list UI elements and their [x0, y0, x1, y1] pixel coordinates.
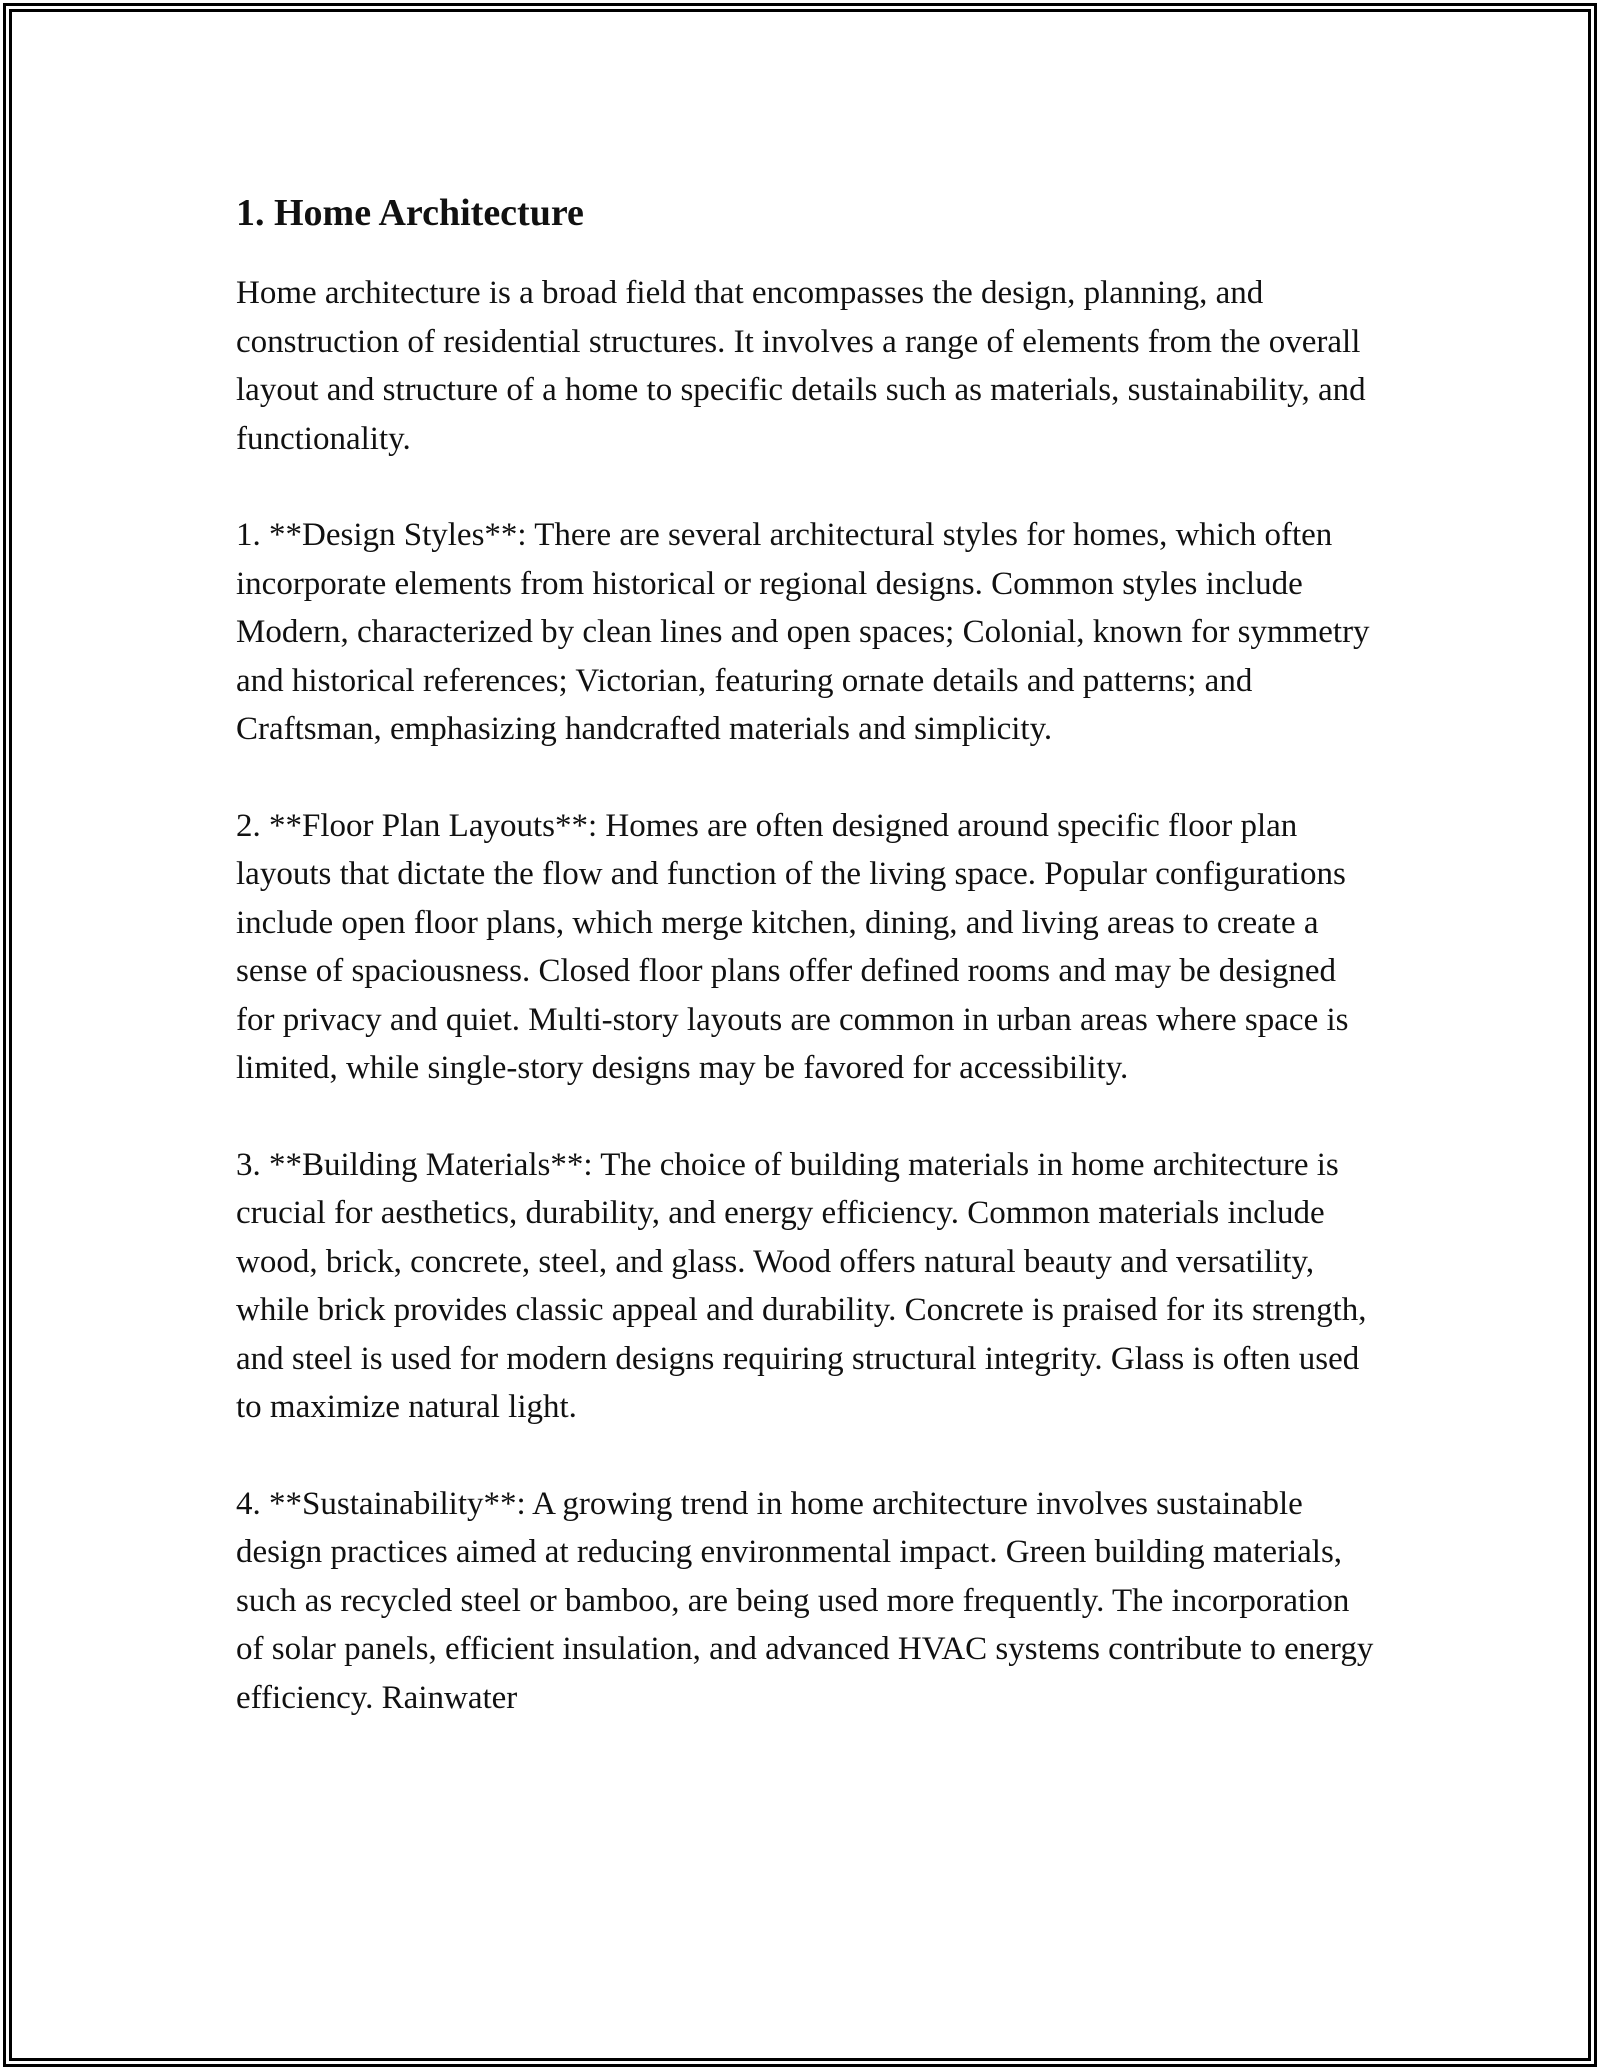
floor-plan-layouts-paragraph: 2. **Floor Plan Layouts**: Homes are often designed around specific floor plan layouts that dictate the flow and function of the living space. Popular configurations include open floor plans, which merge kitchen, dining, and living areas to create a sense of spaciousness. Closed floor plans offer defined rooms and may be designed for privacy and quiet. Multi-story layouts are common in urban areas where space is limited, while single-story designs may be favored for accessibility. [236, 807, 1349, 1086]
design-styles-paragraph: 1. **Design Styles**: There are several architectural styles for homes, which often incorporate elements from historical or regional designs. Common styles include Modern, characterized by clean lines and open spaces; Colonial, known for symmetry and historical references; Victorian, featuring ornate details and patterns; and Craftsman, emphasizing handcrafted materials and simplicity. [236, 517, 1370, 747]
document-title: 1. Home Architecture [236, 192, 584, 234]
intro-paragraph: Home architecture is a broad field that encompasses the design, planning, and construction of residential structures. It involves a range of elements from the overall layout and structure of a home to specific details such as materials, sustainability, and functionality. [236, 275, 1366, 457]
sustainability-paragraph: 4. **Sustainability**: A growing trend in home architecture involves sustainable design practices aimed at reducing environmental impact. Green building materials, such as recycled steel or bamboo, are being used more frequently. The incorporation of solar panels, efficient insulation, and advanced HVAC systems contribute to energy efficiency. Rainwater [236, 1485, 1374, 1716]
building-materials-paragraph: 3. **Building Materials**: The choice of building materials in home architecture is crucial for aesthetics, durability, and energy efficiency. Common materials include wood, brick, concrete, steel, and glass. Wood offers natural beauty and versatility, while brick provides classic appeal and durability. Concrete is praised for its strength, and steel is used for modern designs requiring structural integrity. Glass is often used to maximize natural light. [236, 1146, 1367, 1425]
document-page [236, 185, 1376, 1770]
